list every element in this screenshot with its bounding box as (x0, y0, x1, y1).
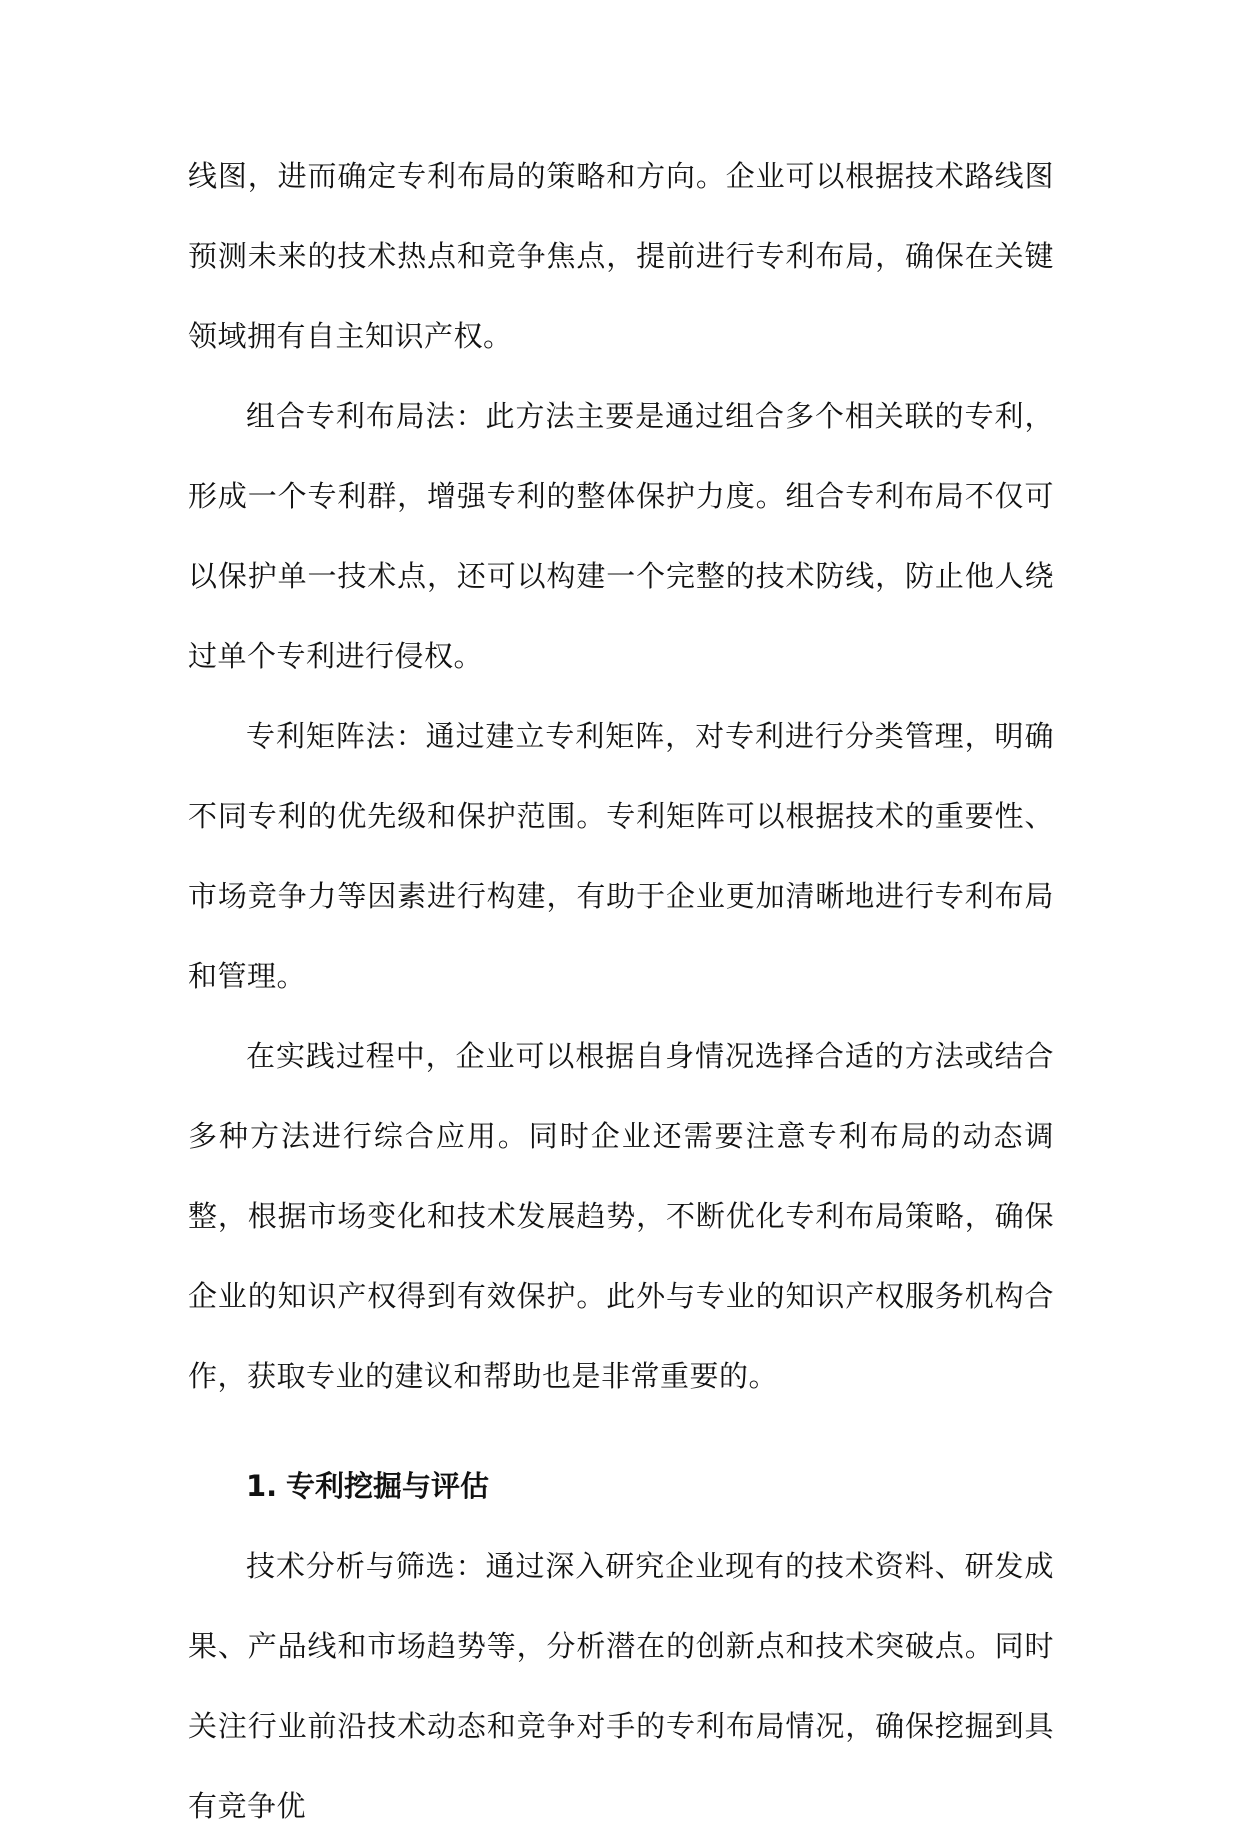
section-title: 专利挖掘与评估 (286, 1469, 490, 1503)
paragraph-continuation: 线图，进而确定专利布局的策略和方向。企业可以根据技术路线图预测未来的技术热点和竞争焦点，提前进行专利布局，确保在关键领域拥有自主知识产权。 (188, 159, 1054, 353)
paragraph-practice: 在实践过程中，企业可以根据自身情况选择合适的方法或结合多种方法进行综合应用。同时企业还需要注意专利布局的动态调整，根据市场变化和技术发展趋势，不断优化专利布局策略，确保企业的知识产权得到有效保护。此外与专业的知识产权服务机构合作，获取专业的建议和帮助也是非常重要的。 (188, 1039, 1054, 1393)
document-body (188, 136, 1054, 1846)
paragraph-combination-layout: 组合专利布局法：此方法主要是通过组合多个相关联的专利，形成一个专利群，增强专利的整体保护力度。组合专利布局不仅可以保护单一技术点，还可以构建一个完整的技术防线，防止他人绕过单个专利进行侵权。 (188, 399, 1054, 673)
paragraph-tech-analysis: 技术分析与筛选：通过深入研究企业现有的技术资料、研发成果、产品线和市场趋势等，分析潜在的创新点和技术突破点。同时关注行业前沿技术动态和竞争对手的专利布局情况，确保挖掘到具有竞争优 (188, 1549, 1054, 1823)
section-heading (188, 1446, 1054, 1526)
paragraph-patent-matrix: 专利矩阵法：通过建立专利矩阵，对专利进行分类管理，明确不同专利的优先级和保护范围。专利矩阵可以根据技术的重要性、市场竞争力等因素进行构建，有助于企业更加清晰地进行专利布局和管理。 (188, 719, 1054, 993)
section-number: 1. (246, 1469, 278, 1503)
